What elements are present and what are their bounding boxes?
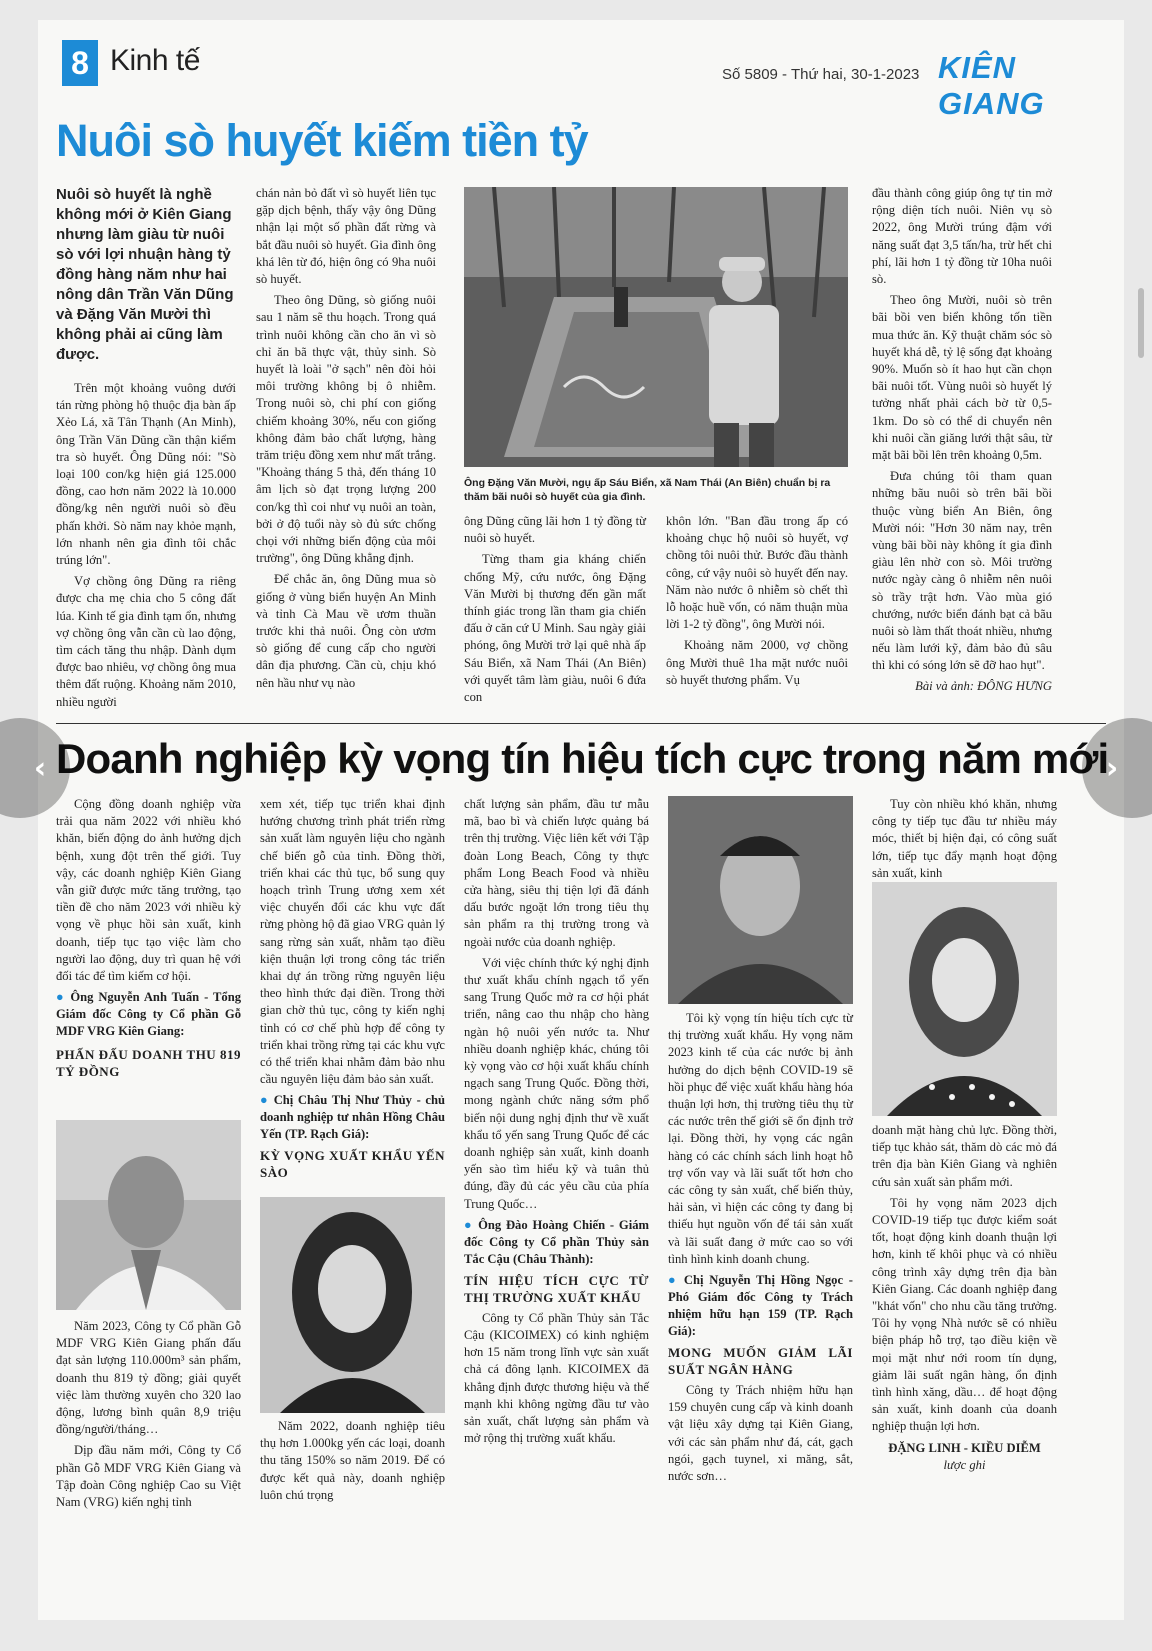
intro-paragraph: Cộng đồng doanh nghiệp vừa trải qua năm 2022 với nhiều khó khăn, biến động do ảnh hưởng dịch bệnh, xung đột trên thế giới. Tuy vậy, các doanh nghiệp Kiên Giang vẫn giữ được mức tăng trưởng, tạo tiền đề cho năm 2023 với nhiều kỳ vọng về phục hồi sản xuất, kinh doanh, tiếp tục tạo việc làm cho người lao động, duy trì quan hệ với đối tác để tìm kiếm cơ hội. [56,797,241,984]
paragraph: Theo ông Dũng, sò giống nuôi sau 1 năm sẽ thu hoạch. Trong quá trình nuôi không cần cho ăn vì sò chỉ ăn bã thực vật, thủy sinh. Sò huyết là loài "ở sạch" nên đòi hỏi môi trường không bị ô nhiễm. Trong nuôi sò, chi phí con giống chiếm khoảng 30%, nếu con giống không đảm bảo chất lượng, hàng trăm triệu đồng xem như mất trắng. "Khoảng tháng 5 thả, đến tháng 10 âm lịch sò đạt trọng lượng 200 con/kg thì coi như vụ nuôi an toàn, bởi ở độ tuổi này sò đủ sức chống chọi với những biến động của môi trường", ông Dũng khẳng định. [256,293,436,566]
speaker-1-name: Ông Nguyễn Anh Tuấn - Tổng Giám đốc Công ty Cổ phần Gỗ MDF VRG Kiên Giang: [56,990,241,1039]
nguyen-anh-tuan-portrait [56,1120,241,1310]
paragraph: đầu thành công giúp ông tự tin mở rộng diện tích nuôi. Niên vụ sò 2022, ông Mười trúng đậm với năng suất đạt 3,5 tấn/ha, trừ hết chi phí, lãi hơn 1 tỷ đồng từ 10ha nuôi sò. [872,186,1052,287]
paragraph: Tuy còn nhiều khó khăn, nhưng công ty tiếp tục đầu tư nhiều máy móc, thiết bị hiện đại, có công suất lớn, tiếp tục đẩy mạnh hoạt động sản xuất, kinh [872,797,1057,880]
article2-column-2b [260,1418,445,1508]
newspaper-logo: KIÊN GIANG [938,50,1045,121]
paragraph: doanh mặt hàng chủ lực. Đồng thời, tiếp tục khảo sát, thăm dò các mỏ đá trên địa bàn Kiên Giang và nghiên cứu sản xuất sản phẩm mới. [872,1123,1057,1189]
article2-column-5-bottom [872,1122,1057,1474]
scrollbar-thumb[interactable] [1138,288,1144,358]
chevron-left-icon: ‹ [33,750,47,786]
paragraph: xem xét, tiếp tục triển khai định hướng chương trình phát triển rừng sản xuất làm nguyên liệu cho ngành chế biến gỗ của tỉnh. Đồng thời, triển khai các thủ tục, bổ sung quy hoạch trình Trung ương xem xét việc chuyển đổi các khu vực đất rừng phòng hộ đã giao VRG quản lý sang rừng sản xuất, nhằm tạo điều kiện thuận lợi trong công tác triển khai dự án trồng rừng nguyên liệu theo hình thức đại điền. Trong thời gian chờ thủ tục, công ty kiến nghị tỉnh có cơ chế phù hợp để công ty triển khai trồng rừng tại các khu vực có thể triển khai nhằm đảm bảo nhu cầu nguyên liệu đảm bảo sản xuất. [260,797,445,1087]
article1-column-1 [56,380,236,715]
article1-column-4 [666,513,848,693]
speaker-3-name: Ông Đào Hoàng Chiến - Giám đốc Công ty Cổ phần Thủy sản Tắc Cậu (Châu Thành): [464,1217,649,1266]
article2-credit-note: lược ghi [943,1457,986,1472]
chau-thi-nhu-thuy-portrait [260,1197,445,1413]
chevron-right-icon: › [1105,750,1119,786]
bullet-icon: ● [464,1217,479,1232]
speaker-3-subhead: TÍN HIỆU TÍCH CỰC TỪ THỊ TRƯỜNG XUẤT KHẨU [464,1272,649,1305]
page-number: 8 [62,40,98,86]
paragraph: Vợ chồng ông Dũng ra riêng được cha mẹ chia cho 5 công đất lúa. Kinh tế gia đình tạm ổn, nhưng vợ chồng ông vẫn cần cù lao động, tìm cách tăng thu nhập. Dành dụm được bao nhiêu, vợ chồng ông mua thêm đất ruộng. Khoảng năm 2010, nhiều người [56,574,236,709]
photo-caption: Ông Đặng Văn Mười, ngụ ấp Sáu Biển, xã Nam Thái (An Biên) chuẩn bị ra thăm bãi nuôi sò huyết của gia đình. [464,477,831,503]
speaker-4 [668,1272,853,1340]
article2-column-1b [56,1318,241,1515]
speaker-4-name: Chị Nguyễn Thị Hồng Ngọc - Phó Giám đốc Công ty Trách nhiệm hữu hạn 159 (TP. Rạch Giá): [668,1273,853,1339]
article2-headline: Doanh nghiệp kỳ vọng tín hiệu tích cực trong năm mới [56,735,1109,782]
paragraph: Năm 2023, Công ty Cổ phần Gỗ MDF VRG Kiên Giang phấn đấu đạt sản lượng 110.000m³ sản phẩm, doanh thu 819 tỷ đồng; giải quyết việc làm thường xuyên cho 320 lao động, lương bình quân 8,9 triệu đồng/người/tháng… [56,1319,241,1437]
bullet-icon: ● [260,1093,274,1108]
paragraph: Từng tham gia kháng chiến chống Mỹ, cứu nước, ông Đặng Văn Mười bị thương đến gần mất thính giác trong lần tham gia chiến đấu ở căn cứ U Minh. Sau ngày giải phóng, ông Mười trở lại quê nhà ấp Sáu Biển, xã Nam Thái (An Biên) với quyết tâm làm giàu, nuôi 6 đứa con [464,552,646,705]
man-portrait-illustration [56,1120,241,1310]
article-divider [56,723,1106,724]
paragraph: ông Dũng cũng lãi hơn 1 tỷ đồng từ nuôi sò huyết. [464,514,646,546]
speaker-2-subhead: KỲ VỌNG XUẤT KHẨU YẾN SÀO [260,1148,445,1181]
paragraph: Trên một khoảng vuông dưới tán rừng phòng hộ thuộc địa bàn ấp Xẻo Lá, xã Tân Thạnh (An Minh), ông Trần Văn Dũng cần thận kiểm tra sò huyết. Ông Dũng nói: "Sò loại 100 con/kg hiện giá 125.000 đồng, cao hơn năm 2022 là 10.000 đồng/kg nên người nuôi sò đều phấn khởi. Sò năm nay khỏe mạnh, lớn nhanh nên gia đình tôi chắc trúng lớn". [56,381,236,568]
article1-lead: Nuôi sò huyết là nghề không mới ở Kiên Giang nhưng làm giàu từ nuôi sò với lợi nhuận hàng tỷ đồng hàng năm như hai nông dân Trần Văn Dũng và Đặng Văn Mười thì không phải ai cũng làm được. [56,186,234,363]
speaker-3 [464,1217,649,1268]
paragraph: Tôi kỳ vọng tín hiệu tích cực từ thị trường xuất khẩu. Hy vọng năm 2023 kinh tế của các nước bị ảnh hưởng do dịch bệnh COVID-19 sẽ hồi phục để việc xuất khẩu hàng hóa thuận lợi hơn, thị trường tiêu thụ từ các nước trên thế giới sẽ ổn định trở lại. Đồng thời, hy vọng các ngân hàng có các chính sách linh hoạt hỗ trợ vốn vay và lãi suất tốt hơn cho các công ty sản xuất, chế biến thủy, hải sản, vì hiện các công ty đang bị thiếu hụt nguồn vốn để tái sản xuất và lãi suất đang ở mức cao so với tình hình kinh doanh chung. [668,1011,853,1266]
article2-column-4 [668,1010,853,1489]
paragraph: Năm 2022, doanh nghiệp tiêu thụ hơn 1.000kg yến các loại, doanh thu tăng 150% so năm 2019. Để có được kết quả này, doanh nghiệp luôn chú trọng [260,1419,445,1502]
paragraph: Tôi hy vọng năm 2023 dịch COVID-19 tiếp tục được kiểm soát tốt, hoạt động kinh doanh thuận lợi hơn, kinh tế khôi phục và có nhiều công trình xây dựng trên địa bàn Kiên Giang. Các doanh nghiệp đang "khát vốn" cho nhu cầu tăng trưởng. Tôi hy vọng Nhà nước sẽ có nhiều biện pháp hỗ trợ, tạo điều kiện về mọi mặt như nới room tín dụng, giảm lãi suất ngân hàng, ổn định tình hình xăng, dầu… để hoạt động sản xuất, kinh doanh của doanh nghiệp thuận lợi hơn. [872,1195,1057,1434]
paragraph: Công ty Cổ phần Thủy sản Tắc Cậu (KICOIMEX) có kinh nghiệm hơn 15 năm trong lĩnh vực sản xuất chả cá đông lạnh. KICOIMEX đã khẳng định được thương hiệu và thế mạnh khi không ngừng đầu tư vào sản xuất, chất lượng sản phẩm và mở rộng thị trường xuất khẩu. [464,1310,649,1446]
article2-column-2 [260,796,445,1181]
paragraph: Với việc chính thức ký nghị định thư xuất khẩu chính ngạch tổ yến sang Trung Quốc mở ra cơ hội phát triển, nâng cao thu nhập cho hàng ngàn hộ nuôi yến nước ta. Như nhiều doanh nghiệp khác, chúng tôi kỳ vọng vào cơ hội xuất khẩu chính ngạch sang Trung Quốc. Đồng thời, mong ngành chức năng sớm phổ biến nội dung nghị định thư về xuất khẩu tổ yến sang Trung Quốc để các doanh nghiệp sản xuất, kinh doanh yến sào tìm hiểu kỹ và tuân thủ đúng, đầy đủ các yêu cầu của phía Trung Quốc… [464,955,649,1211]
paragraph: Công ty Trách nhiệm hữu hạn 159 chuyên cung cấp và kinh doanh vật liệu xây dựng tại Kiên Giang, với các sản phẩm như đá, cát, gạch ngói, gạch tuynel, xi măng, sắt, nước sơn… [668,1383,853,1484]
article1-column-2 [256,185,436,696]
speaker-1-subhead: PHẤN ĐẤU DOANH THU 819 TỶ ĐỒNG [56,1047,241,1080]
article2-column-3 [464,796,649,1452]
paragraph: khôn lớn. "Ban đầu trong ấp có khoảng chục hộ nuôi sò huyết, vợ chồng tôi nuôi thử. Bước đầu thành công, cứ vậy nuôi sò huyết đến nay. Năm nào nước ô nhiễm sò chết thì lỗ hoặc huề vốn, có năm thuận mùa lời 1-2 tỷ đồng", ông Mười nói. [666,514,848,632]
woman-portrait-illustration [872,882,1057,1116]
speaker-2-name: Chị Châu Thị Như Thủy - chủ doanh nghiệp tư nhân Hồng Châu Yến (TP. Rạch Giá): [260,1093,445,1142]
article2-credit: ĐẶNG LINH - KIỀU DIỄM [888,1440,1041,1455]
speaker-2 [260,1092,445,1143]
fisherman-boat-photo [464,187,848,467]
fisherman-illustration [464,187,848,467]
paragraph: Để chắc ăn, ông Dũng mua sò giống ở vùng biển huyện An Minh và tỉnh Cà Mau về ươm thuần trước khi thả nuôi. Ông còn ươm sò giống để cung cấp cho người dân địa phương. Cần cù, chịu khó nên hầu như vụ nào [256,572,436,690]
speaker-1 [56,989,241,1040]
woman-portrait-illustration [260,1197,445,1413]
nguyen-thi-hong-ngoc-portrait [872,882,1057,1116]
article1-credit: Bài và ảnh: ĐÔNG HƯNG [915,678,1052,693]
article1-column-3 [464,513,646,710]
issue-info: Số 5809 - Thứ hai, 30-1-2023 [722,66,920,83]
article2-column-5-top [872,796,1057,886]
paragraph: chán nản bỏ đất vì sò huyết liên tục gặp dịch bệnh, thấy vậy ông Dũng nhận lại một số phần đất rừng và bắt đầu nuôi sò huyết. Gia đình ông khá lên từ đó, hiện ông có 9ha nuôi sò huyết. [256,186,436,287]
article2-column-1 [56,796,241,1080]
paragraph: Khoảng năm 2000, vợ chồng ông Mười thuê 1ha mặt nước nuôi sò huyết thương phẩm. Vụ [666,638,848,687]
article1-headline: Nuôi sò huyết kiếm tiền tỷ [56,115,588,166]
paragraph: Dịp đầu năm mới, Công ty Cổ phần Gỗ MDF VRG Kiên Giang và Tập đoàn Công nghiệp Cao su Việt Nam (VRG) kiến nghị tỉnh [56,1443,241,1510]
article1-column-5 [872,185,1052,694]
dao-hoang-chien-portrait [668,796,853,1004]
section-title: Kinh tế [110,44,200,77]
speaker-4-subhead: MONG MUỐN GIẢM LÃI SUẤT NGÂN HÀNG [668,1345,853,1378]
bullet-icon: ● [56,990,71,1005]
man-portrait-illustration [668,796,853,1004]
newspaper-page [38,20,1124,1620]
paragraph: Theo ông Mười, nuôi sò trên bãi bồi ven biển không tốn tiền mua thức ăn. Kỹ thuật chăm sóc sò huyết khá dễ, tỷ lệ sống đạt khoảng 90%. Muốn sò ít hao hụt cần chọn bãi nuôi tốt. Vùng nuôi sò huyết lý tưởng nhất phải cách bờ từ 0,5-1km. Do sò có thể di chuyển nên khi nuôi cần giăng lưới thật sâu, từ mặt bãi bồi lên trên khoảng 0,5m. [872,293,1052,463]
paragraph: chất lượng sản phẩm, đầu tư mẫu mã, bao bì và chiến lược quảng bá trên thị trường. Việc liên kết với Tập đoàn Long Beach, Công ty thực phẩm Long Beach Food và nhiều cửa hàng, siêu thị tiện lợi đã đánh dấu bước ngoặt lớn trong tiêu thụ sản phẩm ra thị trường trong và ngoài nước của doanh nghiệp. [464,797,649,949]
paragraph: Đưa chúng tôi tham quan những bãu nuôi sò trên bãi bồi thuộc vùng biển An Biên, ông Mười nói: "Hơn 30 năm nay, trên vùng bãi bồi này không ít gia đình giàu lên nhờ con sò. Môi trường nước ngày càng ô nhiễm nên nuôi sò trầy trật hơn. Vào mùa gió chướng, nước biển đánh bạt cả bãu nuôi sò làm thất thoát nhiều, nhưng nếu làm lưới kỹ, đảm bảo đủ sâu thì khi có sóng lớn sẽ đỡ hao hụt". [872,469,1052,673]
bullet-icon: ● [668,1273,684,1288]
